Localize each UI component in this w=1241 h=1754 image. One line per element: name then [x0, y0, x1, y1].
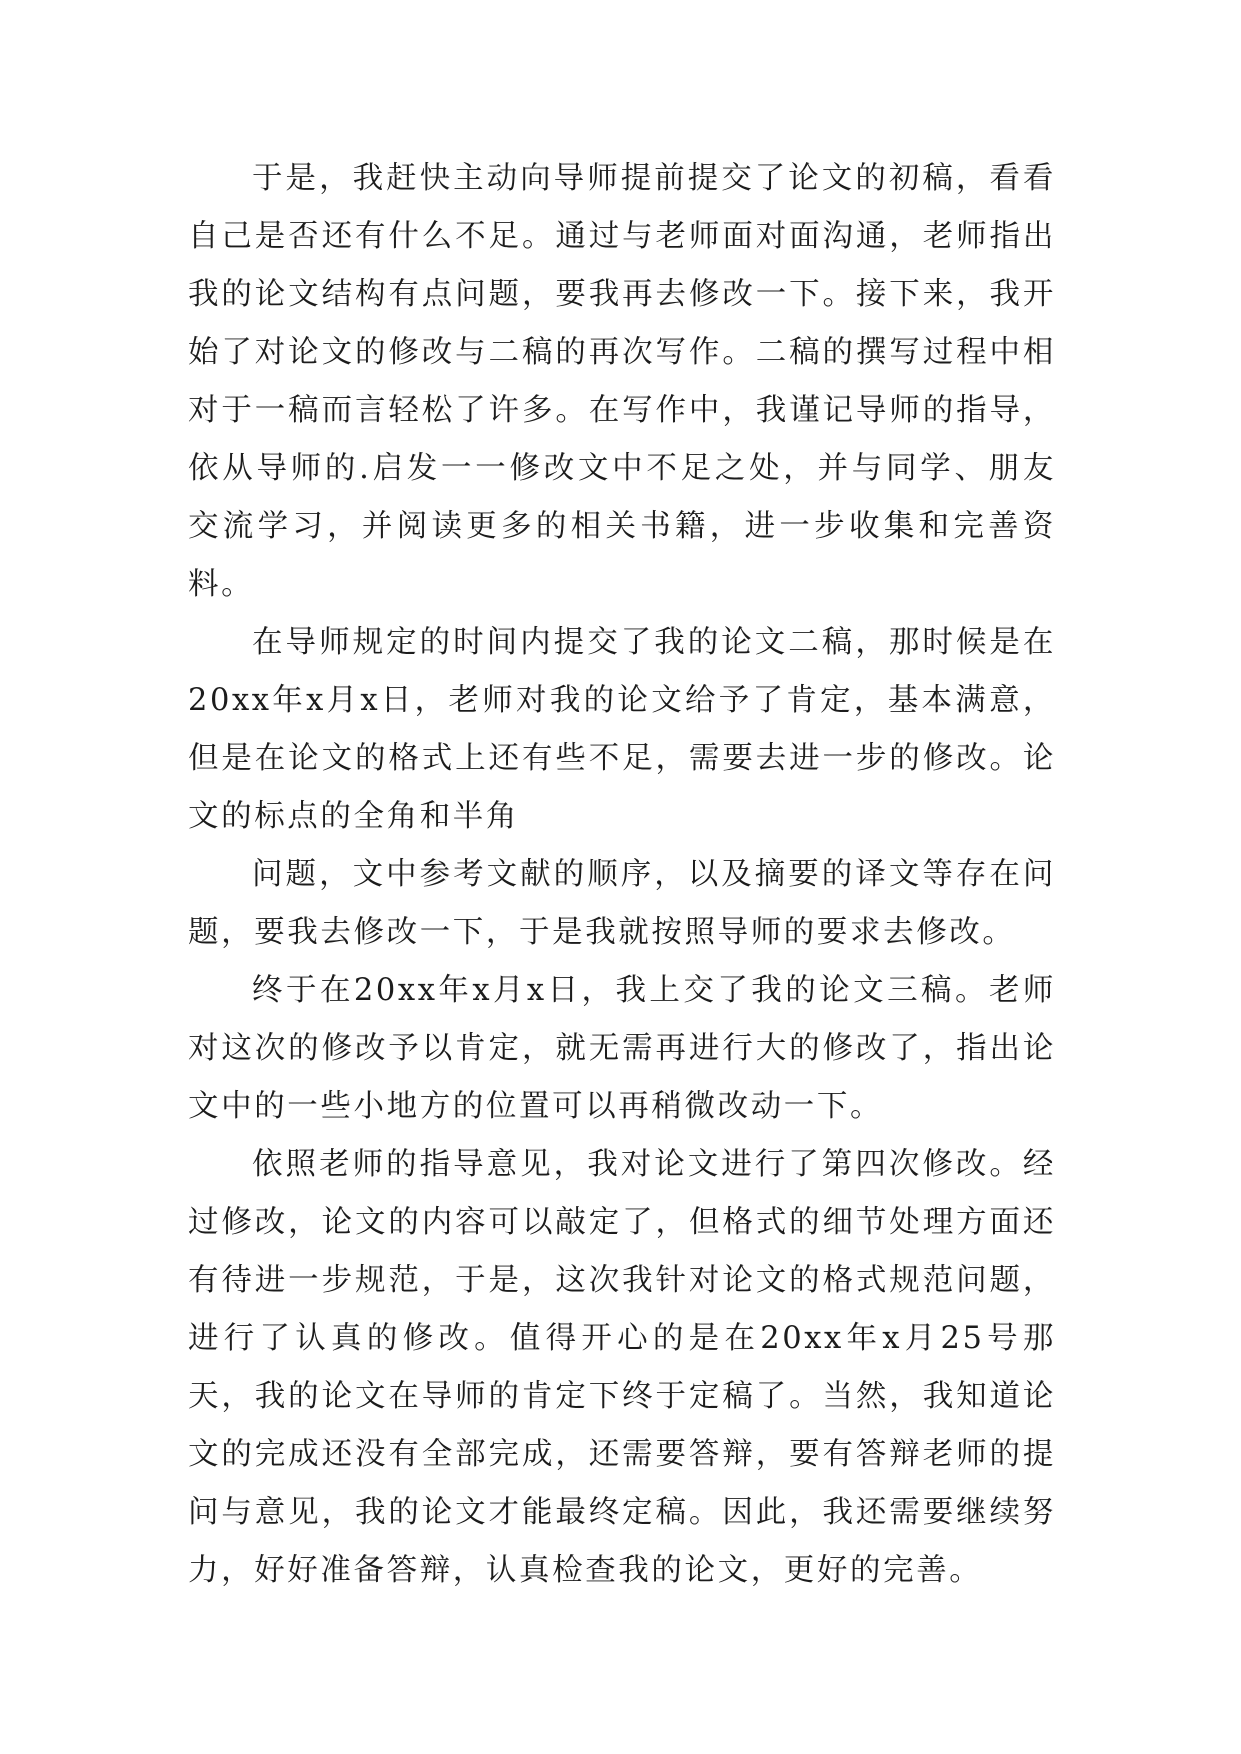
paragraph: 于是，我赶快主动向导师提前提交了论文的初稿，看看自己是否还有什么不足。通过与老师面对面沟通，老师指出我的论文结构有点问题，要我再去修改一下。接下来，我开始了对论文的修改与二稿的再次写作。二稿的撰写过程中相对于一稿而言轻松了许多。在写作中，我谨记导师的指导，依从导师的.启发一一修改文中不足之处，并与同学、朋友交流学习，并阅读更多的相关书籍，进一步收集和完善资料。 — [188, 161, 1056, 602]
paragraph: 终于在20xx年x月x日，我上交了我的论文三稿。老师对这次的修改予以肯定，就无需再进行大的修改了，指出论文中的一些小地方的位置可以再稍微改动一下。 — [188, 973, 1056, 1124]
paragraph: 依照老师的指导意见，我对论文进行了第四次修改。经过修改，论文的内容可以敲定了，但格式的细节处理方面还有待进一步规范，于是，这次我针对论文的格式规范问题，进行了认真的修改。值得开心的是在20xx年x月25号那天，我的论文在导师的肯定下终于定稿了。当然，我知道论文的完成还没有全部完成，还需要答辩，要有答辩老师的提问与意见，我的论文才能最终定稿。因此，我还需要继续努力，好好准备答辩，认真检查我的论文，更好的完善。 — [188, 1147, 1056, 1588]
paragraph: 问题，文中参考文献的顺序，以及摘要的译文等存在问题，要我去修改一下，于是我就按照导师的要求去修改。 — [188, 857, 1056, 950]
paragraph: 在导师规定的时间内提交了我的论文二稿，那时候是在20xx年x月x日，老师对我的论文给予了肯定，基本满意，但是在论文的格式上还有些不足，需要去进一步的修改。论文的标点的全角和半角 — [188, 625, 1056, 834]
document-body — [188, 150, 1056, 1600]
